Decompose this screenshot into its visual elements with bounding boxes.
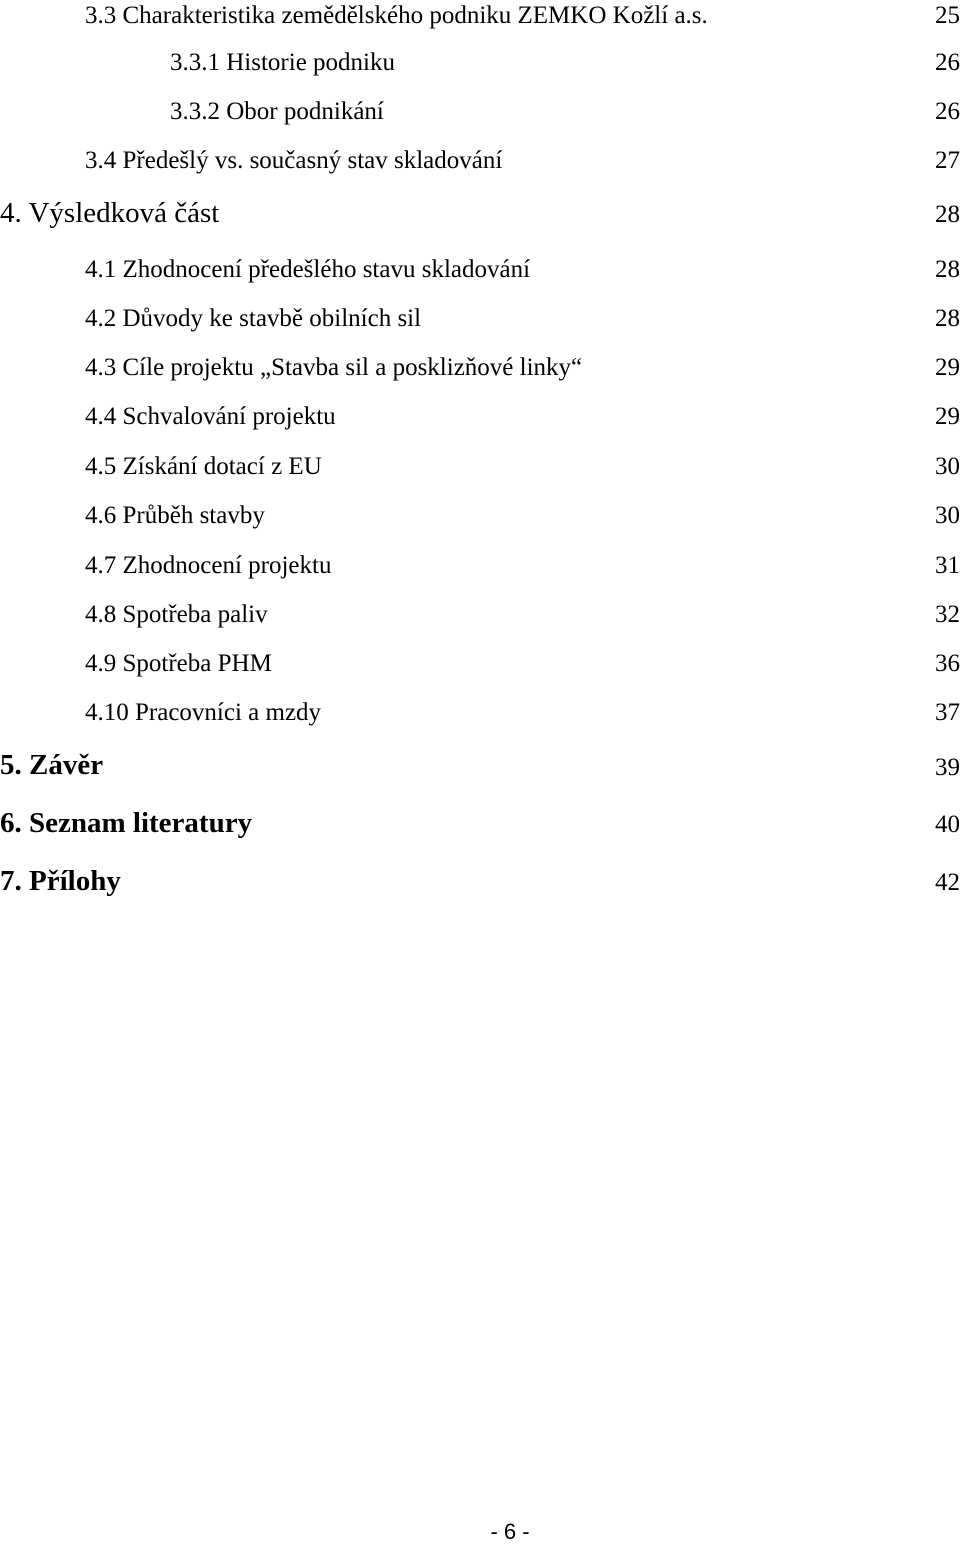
toc-entry-page: 28 xyxy=(935,305,960,332)
toc-entry-page: 27 xyxy=(935,147,960,174)
toc-entry-page: 29 xyxy=(935,354,960,381)
toc-entry xyxy=(0,50,960,90)
toc-entry-title: 5. Závěr xyxy=(0,749,104,781)
toc-entry xyxy=(0,404,960,444)
toc-entry-page: 29 xyxy=(935,403,960,430)
toc-entry xyxy=(0,553,960,593)
toc-entry-page: 39 xyxy=(935,754,960,781)
toc-entry-page: 32 xyxy=(935,601,960,628)
toc-entry-title: 7. Přílohy xyxy=(0,865,121,897)
toc-entry xyxy=(0,99,960,139)
toc-entry-title: 4.1 Zhodnocení předešlého stavu skladování xyxy=(85,256,531,283)
toc-entry-title: 4.2 Důvody ke stavbě obilních sil xyxy=(85,305,422,332)
toc-entry-title: 3.3 Charakteristika zemědělského podniku ZEMKO Kožlí a.s. xyxy=(85,2,708,29)
toc-entry-page: 25 xyxy=(935,2,960,29)
toc-entry xyxy=(0,503,960,543)
toc-entry-title: 4.10 Pracovníci a mzdy xyxy=(85,699,322,726)
toc-entry-page: 30 xyxy=(935,502,960,529)
toc-entry xyxy=(0,454,960,494)
toc-entry xyxy=(0,602,960,642)
toc-entry-page: 36 xyxy=(935,650,960,677)
toc-entry-title: 4.4 Schvalování projektu xyxy=(85,403,336,430)
toc-entry xyxy=(0,199,960,239)
toc-entry xyxy=(0,355,960,395)
toc-entry-title: 4.6 Průběh stavby xyxy=(85,502,265,529)
toc-entry-title: 4.5 Získání dotací z EU xyxy=(85,453,322,480)
toc-entry-title: 4.9 Spotřeba PHM xyxy=(85,650,272,677)
toc-entry-page: 31 xyxy=(935,552,960,579)
toc-entry xyxy=(0,651,960,691)
toc-entry xyxy=(0,751,960,791)
toc-entry-title: 4. Výsledková část xyxy=(0,197,220,229)
toc-entry-page: 26 xyxy=(935,49,960,76)
toc-entry-title: 4.7 Zhodnocení projektu xyxy=(85,552,332,579)
toc-entry-title: 3.3.1 Historie podniku xyxy=(170,49,395,76)
toc-entry xyxy=(0,257,960,297)
toc-entry-page: 26 xyxy=(935,98,960,125)
toc-entry xyxy=(0,306,960,346)
toc-entry xyxy=(0,3,960,43)
toc-entry-title: 3.4 Předešlý vs. současný stav skladování xyxy=(85,147,503,174)
toc-entry xyxy=(0,700,960,740)
toc-entry-title: 3.3.2 Obor podnikání xyxy=(170,98,384,125)
toc-entry-page: 28 xyxy=(935,201,960,228)
toc-entry-page: 40 xyxy=(935,811,960,838)
toc-entry xyxy=(0,148,960,188)
page-number: - 6 - xyxy=(490,1519,530,1544)
toc-entry-title: 4.8 Spotřeba paliv xyxy=(85,601,268,628)
toc-entry-page: 28 xyxy=(935,256,960,283)
toc-entry-page: 37 xyxy=(935,699,960,726)
toc-entry xyxy=(0,809,960,849)
toc-entry-title: 4.3 Cíle projektu „Stavba sil a posklizňové linky“ xyxy=(85,354,583,381)
toc-entry xyxy=(0,867,960,907)
toc-entry-title: 6. Seznam literatury xyxy=(0,807,253,839)
toc-entry-page: 42 xyxy=(935,869,960,896)
toc-entry-page: 30 xyxy=(935,453,960,480)
